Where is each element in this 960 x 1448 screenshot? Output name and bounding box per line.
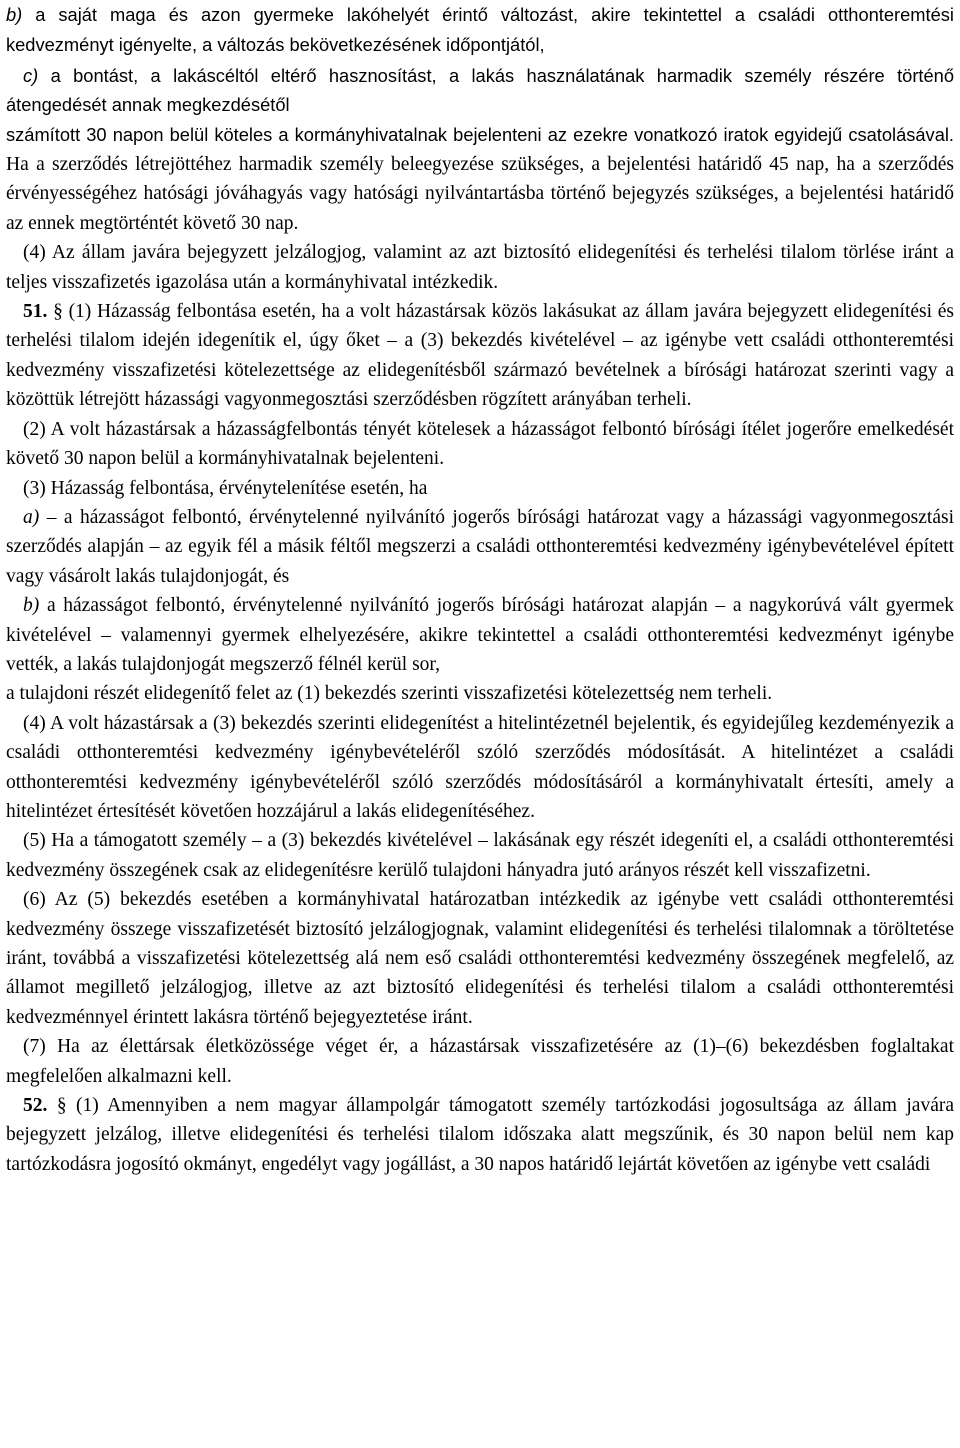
section-51-paragraph-1-text: (1) Házasság felbontása esetén, ha a volt házastársak közös lakásukat az állam javára bejegyzett elidegenítési és terhelési tilalom idején idegenítik el, úgy őket – a (3) bekezdés kivételével – az igénybe vett családi otthonteremtési kedvezmény visszafizetési kötelezettsége az elidegenítésből származó bevételnek a bírósági határozat szerinti vagy a közöttük létrejött házassági vagyonmegosztási szerződésben rögzített arányában terheli.	[6, 301, 954, 411]
section-51-paragraph-6: (6) Az (5) bekezdés esetében a kormányhivatal határozatban intézkedik az igénybe vett családi otthonteremtési kedvezmény összege visszafizetését biztosító jelzálogjognak, valamint elidegenítési és terhelési tilalomnak a töröltetése iránt, továbbá a visszafizetési kötelezettség alá nem eső családi otthonteremtési kedvezmény összegének megfelelő, az államot megillető jelzálogjog, illetve az azt biztosító elidegenítési és terhelési tilalom a családi otthonteremtési kedvezménnyel érintett lakásra történő bejegyeztetése iránt.	[6, 889, 954, 1028]
section-51-paragraph-3: (3) Házasság felbontása, érvénytelenítése esetén, ha	[23, 477, 428, 499]
section-51-paragraph-4: (4) A volt házastársak a (3) bekezdés szerinti elidegenítést a hitelintézetnél bejelentik, és egyidejűleg kezdeményezik a családi otthonteremtési kedvezmény igénybevételéről szóló szerződés módosítását. A hitelintézet a családi otthonteremtési kedvezmény igénybevételéről szóló szerződés módosításáról a kormányhivatalt értesíti, amely a hitelintézet értesítését követően hozzájárul a lakás elidegenítéséhez.	[6, 712, 954, 822]
item-b-label-2: b)	[23, 595, 40, 617]
section-52-number: 52.	[23, 1095, 48, 1117]
document-page	[6, 0, 954, 1179]
section-51-sign: §	[53, 301, 63, 323]
item-a-text: – a házasságot felbontó, érvénytelenné nyilvánító jogerős bírósági határozat vagy a házassági vagyonmegosztási szerződés alapján – az egyik fél a másik féltől megszerzi a családi otthonteremtési kedvezmény igénybevételével épített vagy vásárolt lakás tulajdonjogát, és	[6, 506, 954, 587]
item-b-label: b)	[6, 4, 23, 25]
paragraph-continuation	[6, 120, 954, 239]
continuation-serif: Ha a szerződés létrejöttéhez harmadik személy beleegyezése szükséges, a bejelentési határidő 45 nap, ha a szerződés érvényességéhez hatósági jóváhagyás vagy hatósági nyilvántartásba történő bejegyzés szükséges, a bejelentési határidő az ennek megtörténtét követő 30 nap.	[6, 154, 954, 234]
section-51-paragraph-1	[6, 297, 954, 415]
section-51-paragraph-7: (7) Ha az élettársak életközössége véget ér, a házastársak visszafizetésére az (1)–(6) bekezdésben foglaltakat megfelelően alkalmazni kell.	[6, 1036, 954, 1087]
continuation-sans-1: számított 30 napon belül köteles a kormányhivatalnak bejelenteni az ezekre vonatkozó iratok	[6, 123, 769, 145]
section-52-paragraph-1	[6, 1091, 954, 1179]
item-c-label: c)	[23, 64, 39, 86]
item-c	[6, 61, 954, 120]
item-b-text-1: a saját maga és azon gyermeke lakóhelyét érintő változást, akire tekintettel a családi	[35, 4, 815, 25]
item-b	[6, 0, 954, 61]
item-b-text-2: otthonteremtési kedvezményt igényelte, a változás bekövetkezésének időpontjától,	[6, 4, 954, 56]
item-c-text-2: részére történő átengedését annak megkezdésétől	[6, 64, 955, 116]
section-51-paragraph-3-item-a	[6, 503, 954, 591]
section-51-paragraph-3-tail: a tulajdoni részét elidegenítő felet az (1) bekezdés szerinti visszafizetési kötelezettség nem terheli.	[6, 683, 773, 705]
continuation-sans-2: egyidejű csatolásával.	[774, 123, 955, 145]
item-b-text-2b: a házasságot felbontó, érvénytelenné nyilvánító jogerős bírósági határozat alapján – a nagykorúvá vált gyermek kivételével – valamennyi gyermek elhelyezésére, akikre tekintettel a családi otthonteremtési kedvezményt igénybe vették, a lakás tulajdonjogát megszerző félnél kerül sor,	[6, 595, 955, 675]
section-52-sign: §	[56, 1095, 67, 1117]
section-51-paragraph-3-item-b	[6, 591, 954, 679]
section-51-paragraph-2: (2) A volt házastársak a házasságfelbontás tényét kötelesek a házasságot felbontó bírósági ítélet jogerőre emelkedését követő 30 napon belül a kormányhivatalnak bejelenteni.	[6, 418, 954, 470]
item-a-label: a)	[23, 506, 40, 528]
section-51-number: 51.	[23, 301, 48, 323]
section-50-paragraph-4: (4) Az állam javára bejegyzett jelzálogjog, valamint az azt biztosító elidegenítési és terhelési tilalom törlése iránt a teljes visszafizetés igazolása után a kormányhivatal intézkedik.	[6, 242, 954, 293]
section-51-paragraph-5: (5) Ha a támogatott személy – a (3) bekezdés kivételével – lakásának egy részét idegeníti el, a családi otthonteremtési kedvezmény összegének csak az elidegenítésre kerülő tulajdoni hányadra jutó arányos részét kell visszafizetni.	[6, 830, 954, 881]
section-52-paragraph-1-text: (1) Amennyiben a nem magyar állampolgár támogatott személy tartózkodási jogosultsága az állam javára bejegyzett jelzálog, illetve elidegenítési és terhelési tilalom időszaka alatt megszűnik, és 30 napon belül nem kap tartózkodásra jogosító okmányt, engedélyt vagy jogállást, a 30 napos határidő lejártát követően az igénybe vett családi	[6, 1095, 955, 1175]
item-c-text-1: a bontást, a lakáscéltól eltérő hasznosítást, a lakás használatának harmadik személy	[50, 64, 812, 86]
